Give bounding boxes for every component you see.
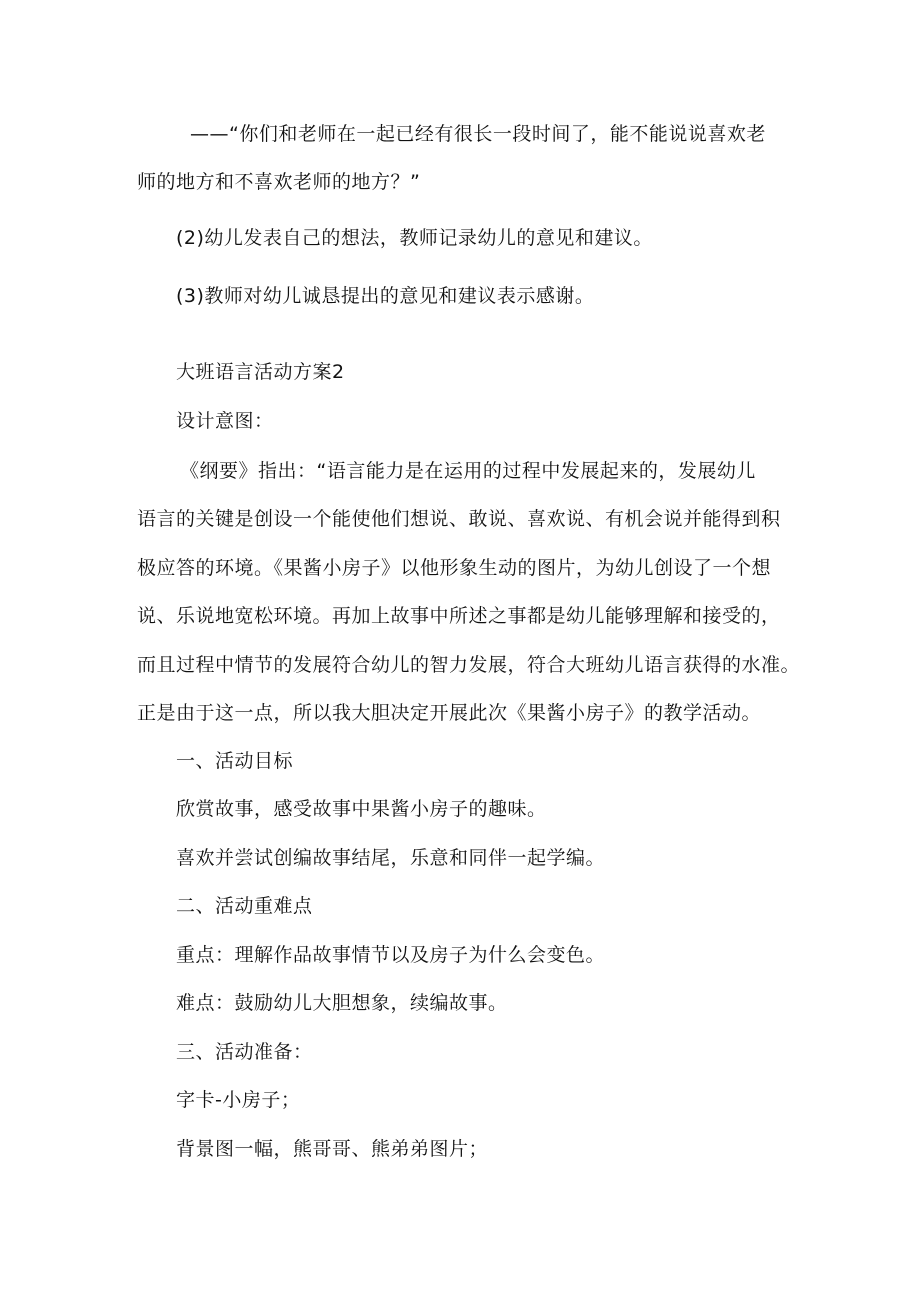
dialogue-quote-line-1: ——“你们和老师在一起已经有很长一段时间了，能不能说说喜欢老 xyxy=(190,123,766,145)
design-intent-line-4: 说、乐说地宽松环境。再加上故事中所述之事都是幼儿能够理解和接受的， xyxy=(137,605,781,627)
design-intent-heading: 设计意图： xyxy=(176,410,274,432)
design-intent-line-1: 《纲要》指出：“语言能力是在运用的过程中发展起来的，发展幼儿 xyxy=(180,460,756,482)
difficult-point-text: 难点：鼓励幼儿大胆想象，续编故事。 xyxy=(176,992,508,1014)
key-point-text: 重点：理解作品故事情节以及房子为什么会变色。 xyxy=(176,944,606,966)
prep-1-text: 字卡-小房子； xyxy=(176,1089,301,1111)
prep-2-text: 背景图一幅，熊哥哥、熊弟弟图片； xyxy=(176,1138,489,1160)
design-intent-line-5: 而且过程中情节的发展符合幼儿的智力发展，符合大班幼儿语言获得的水准。 xyxy=(137,654,801,676)
design-intent-line-2: 语言的关键是创设一个能使他们想说、敢说、喜欢说、有机会说并能得到积 xyxy=(137,508,781,530)
step-3-text: (3)教师对幼儿诚恳提出的意见和建议表示感谢。 xyxy=(176,285,595,307)
design-intent-line-6: 正是由于这一点，所以我大胆决定开展此次《果酱小房子》的教学活动。 xyxy=(137,702,762,724)
section-3-heading: 三、活动准备： xyxy=(176,1041,313,1063)
step-2-text: (2)幼儿发表自己的想法，教师记录幼儿的意见和建议。 xyxy=(176,227,653,249)
section-2-heading: 二、活动重难点 xyxy=(176,895,313,917)
goal-1-text: 欣赏故事，感受故事中果酱小房子的趣味。 xyxy=(176,798,547,820)
plan-title: 大班语言活动方案2 xyxy=(176,361,345,383)
goal-2-text: 喜欢并尝试创编故事结尾，乐意和同伴一起学编。 xyxy=(176,847,606,869)
section-1-heading: 一、活动目标 xyxy=(176,750,294,772)
design-intent-line-3: 极应答的环境。《果酱小房子》以他形象生动的图片，为幼儿创设了一个想 xyxy=(137,557,772,579)
dialogue-quote-line-2: 师的地方和不喜欢老师的地方？” xyxy=(137,171,421,193)
